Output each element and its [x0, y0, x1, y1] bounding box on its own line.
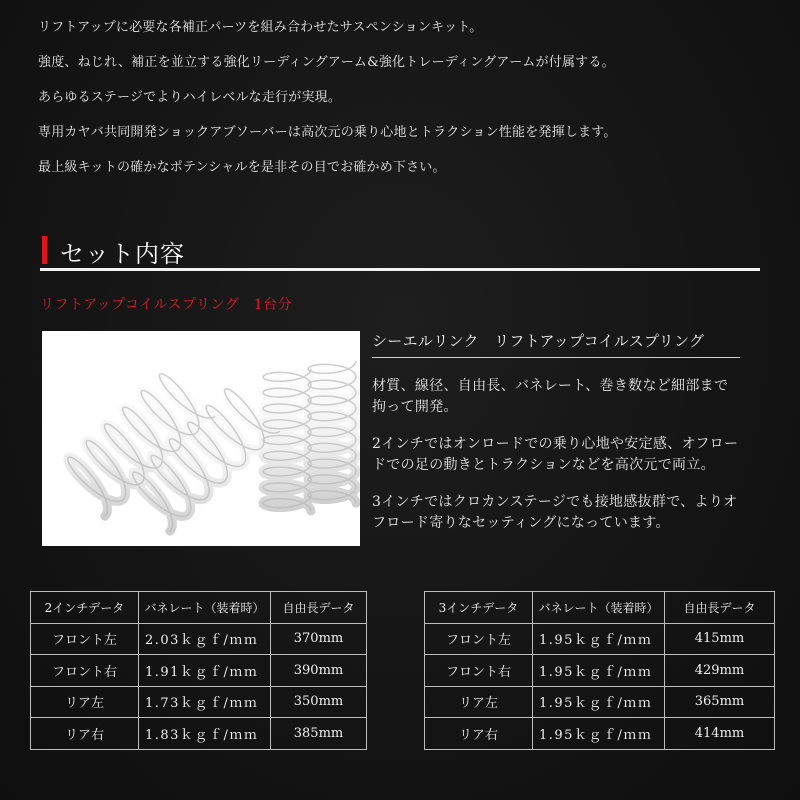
spring-rate-cell: 1.95ｋｇｆ/ｍｍ: [533, 718, 665, 750]
section-title: セット内容: [60, 240, 185, 268]
table-row: [425, 623, 775, 655]
table-header-cell: バネレート（装着時）: [139, 592, 271, 624]
table-row: [31, 623, 367, 655]
position-cell: フロント右: [425, 655, 533, 687]
intro-text: [38, 20, 778, 195]
intro-line: リフトアップに必要な各補正パーツを組み合わせたサスペンションキット。: [38, 20, 483, 35]
table-row: [31, 686, 367, 718]
free-length-cell: 350mm: [271, 686, 367, 718]
spring-rate-cell: 1.95ｋｇｆ/ｍｍ: [533, 686, 665, 718]
product-description: [372, 330, 752, 534]
position-cell: フロント左: [31, 623, 139, 655]
free-length-cell: 385mm: [271, 718, 367, 750]
intro-line: あらゆるステージでよりハイレベルな走行が実現。: [38, 90, 342, 105]
table-header-cell: 自由長データ: [665, 592, 775, 624]
free-length-cell: 415mm: [665, 623, 775, 655]
position-cell: リア左: [425, 686, 533, 718]
spring-rate-cell: 2.03ｋｇｆ/ｍｍ: [139, 623, 271, 655]
table-row: [425, 686, 775, 718]
table-header-row: [31, 592, 367, 624]
section-accent-bar: [42, 236, 47, 264]
free-length-cell: 370mm: [271, 623, 367, 655]
intro-line: 最上級キットの確かなポテンシャルを是非その目でお確かめ下さい。: [38, 160, 446, 175]
position-cell: リア右: [31, 718, 139, 750]
table-header-cell: 2インチデータ: [31, 592, 139, 624]
table-row: [425, 655, 775, 687]
coil-springs-image: [42, 331, 360, 546]
spring-rate-cell: 1.73ｋｇｆ/ｍｍ: [139, 686, 271, 718]
position-cell: リア右: [425, 718, 533, 750]
spring-data-table-2inch: [30, 591, 367, 750]
spring-rate-cell: 1.91ｋｇｆ/ｍｍ: [139, 655, 271, 687]
table-header-row: [425, 592, 775, 624]
free-length-cell: 414mm: [665, 718, 775, 750]
spring-data-table-3inch: [424, 591, 775, 750]
section-divider: [40, 268, 760, 271]
table-row: [425, 718, 775, 750]
free-length-cell: 365mm: [665, 686, 775, 718]
free-length-cell: 429mm: [665, 655, 775, 687]
table-header-cell: 自由長データ: [271, 592, 367, 624]
description-paragraph: 材質、線径、自由長、バネレート、巻き数など細部まで拘って開発。: [372, 378, 729, 415]
position-cell: フロント右: [31, 655, 139, 687]
section-header: [40, 232, 760, 272]
description-paragraph: 3インチではクロカンステージでも接地感抜群で、よりオフロード寄りなセッティングになっています。: [372, 494, 738, 531]
table-row: [31, 718, 367, 750]
description-paragraph: 2インチではオンロードでの乗り心地や安定感、オフロードでの足の動きとトラクションなどを高次元で両立。: [372, 436, 739, 473]
product-subtitle: リフトアップコイルスプリング 1台分: [40, 297, 293, 313]
position-cell: リア左: [31, 686, 139, 718]
position-cell: フロント左: [425, 623, 533, 655]
spring-rate-cell: 1.83ｋｇｆ/ｍｍ: [139, 718, 271, 750]
table-header-cell: バネレート（装着時）: [533, 592, 665, 624]
intro-line: 専用カヤバ共同開発ショックアブソーバーは高次元の乗り心地とトラクション性能を発揮します。: [38, 125, 617, 140]
spring-rate-cell: 1.95ｋｇｆ/ｍｍ: [533, 655, 665, 687]
free-length-cell: 390mm: [271, 655, 367, 687]
intro-line: 強度、ねじれ、補正を並立する強化リーディングアーム&強化トレーディングアームが付属する。: [38, 55, 615, 70]
table-row: [31, 655, 367, 687]
description-heading: シーエルリンク リフトアップコイルスプリング: [372, 330, 740, 358]
table-header-cell: 3インチデータ: [425, 592, 533, 624]
spring-rate-cell: 1.95ｋｇｆ/ｍｍ: [533, 623, 665, 655]
